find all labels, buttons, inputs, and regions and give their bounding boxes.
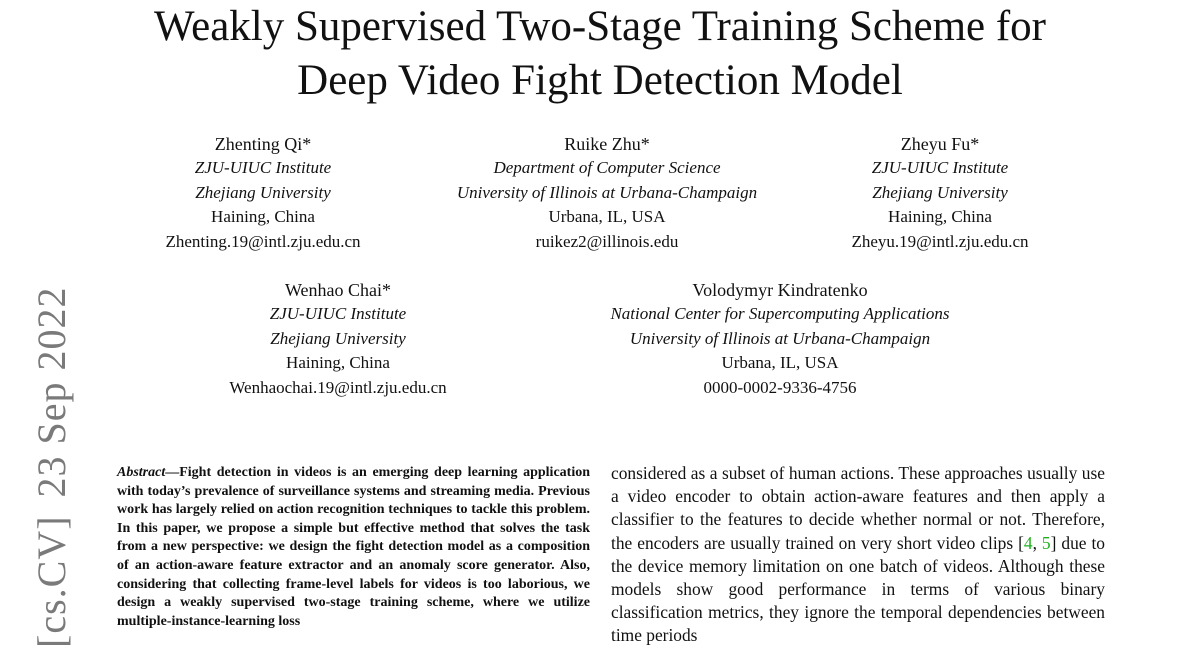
author-email[interactable]: Zhenting.19@intl.zju.edu.cn [165, 231, 361, 251]
author-dept: ZJU-UIUC Institute [269, 304, 407, 324]
author-location: Haining, China [286, 353, 390, 373]
author-org: University of Illinois at Urbana-Champaign [629, 328, 931, 348]
author-org: Zhejiang University [195, 182, 331, 202]
author-org: University of Illinois at Urbana-Champaign [456, 182, 758, 202]
author-location: Haining, China [211, 207, 315, 227]
author-org: Zhejiang University [270, 328, 406, 348]
author-email[interactable]: ruikez2@illinois.edu [535, 231, 679, 251]
author-dept: ZJU-UIUC Institute [871, 158, 1009, 178]
author-name: Zhenting Qi* [214, 134, 312, 154]
abstract-text: Fight detection in videos is an emerging deep learning application with today’s prevalence of surveillance systems and streaming media. Previous work has largely relied on action recognition techniques to tackle this problem. In this paper, we propose a simple but effective method that solves the task from a new perspective: we design the fight detection model as a composition of an action-aware feature extractor and an anomaly score generator. Also, considering that collecting frame-level labels for videos is too laborious, we design a weakly supervised two-stage training scheme, where we utilize multiple-instance-learning loss [117, 465, 590, 629]
author-location: Haining, China [888, 207, 992, 227]
body-text-part-1: considered as a subset of human actions. These approaches usually use a video encoder to obtain action-aware features and then apply a classifier to the features to decide whether normal or not. Therefore, the encoders are usually trained on very short video clips [ [611, 463, 1105, 553]
author-email[interactable]: Zheyu.19@intl.zju.edu.cn [851, 231, 1029, 251]
citation-separator: , [1032, 532, 1042, 553]
body-text-right-column [611, 462, 1105, 648]
author-name: Volodymyr Kindratenko [692, 280, 868, 300]
arxiv-stamp [30, 268, 74, 648]
title-line-2: Deep Video Fight Detection Model [297, 57, 903, 104]
citation-link[interactable]: 5 [1041, 532, 1051, 553]
author-location: Urbana, IL, USA [721, 353, 839, 373]
arxiv-date: 23 Sep 2022 [29, 286, 74, 498]
author-block-2 [430, 132, 784, 254]
citation-link[interactable]: 4 [1023, 532, 1033, 553]
author-block-1 [150, 132, 376, 254]
author-dept: ZJU-UIUC Institute [194, 158, 332, 178]
author-email[interactable]: Wenhaochai.19@intl.zju.edu.cn [229, 377, 447, 397]
author-dept: National Center for Supercomputing Applications [610, 304, 950, 324]
author-name: Wenhao Chai* [284, 280, 392, 300]
paper-title [0, 0, 1200, 108]
arxiv-category[interactable]: [cs.CV] [29, 515, 74, 648]
author-block-4 [212, 278, 464, 400]
author-org: Zhejiang University [872, 182, 1008, 202]
author-block-5 [580, 278, 980, 400]
author-name: Ruike Zhu* [564, 134, 650, 154]
abstract-lead: Abstract [117, 465, 166, 480]
abstract-dash: — [165, 465, 180, 480]
author-location: Urbana, IL, USA [548, 207, 666, 227]
author-block-3 [838, 132, 1042, 254]
author-dept: Department of Computer Science [493, 158, 721, 178]
abstract [117, 464, 590, 631]
author-name: Zheyu Fu* [900, 134, 980, 154]
body-text-part-2: ] due to the device memory limitation on one batch of videos. Although these models show good performance in terms of various binary classification metrics, they ignore the temporal dependencies between time periods [611, 532, 1106, 646]
title-line-1: Weakly Supervised Two-Stage Training Scheme for [153, 3, 1047, 50]
author-orcid[interactable]: 0000-0002-9336-4756 [703, 377, 857, 397]
